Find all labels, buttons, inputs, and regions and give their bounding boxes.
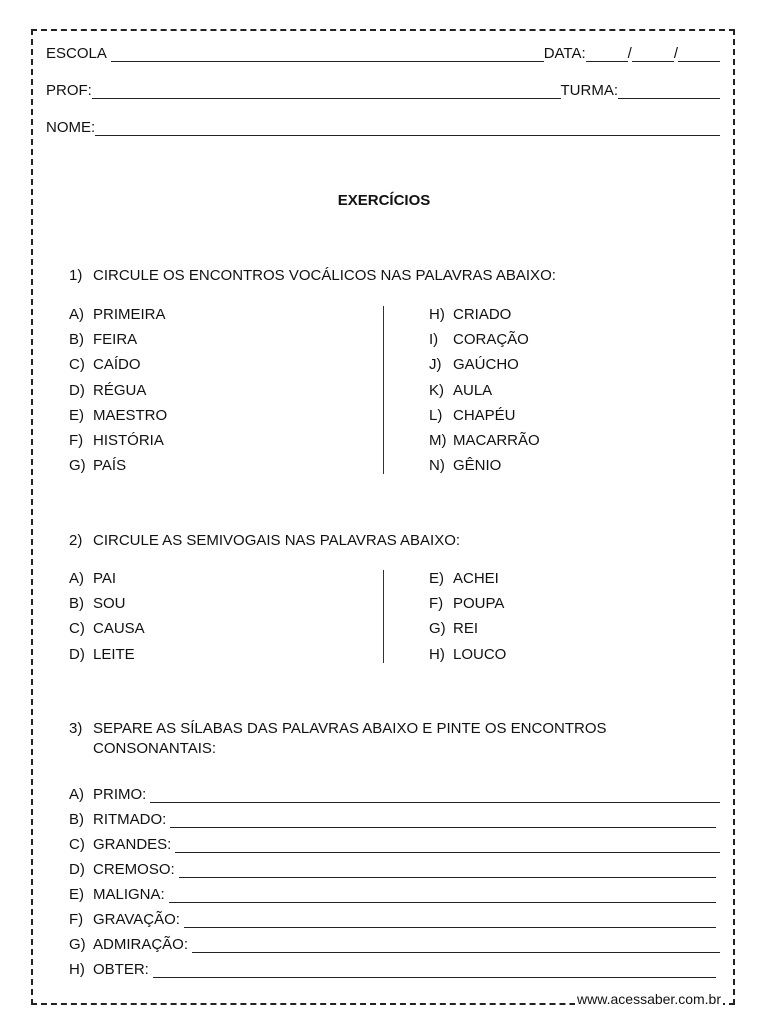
syllable-item: E) MALIGNA:	[69, 883, 716, 903]
list-item: G) PAÍS	[69, 457, 127, 475]
escola-label: ESCOLA	[46, 45, 107, 62]
syllable-item: D) CREMOSO:	[69, 858, 716, 878]
question-number: 3)	[69, 720, 83, 737]
page-title: EXERCÍCIOS	[337, 192, 431, 209]
list-item: G) REI	[429, 620, 479, 638]
q2-right-column	[429, 569, 506, 670]
answer-line[interactable]	[179, 862, 716, 878]
answer-line[interactable]	[192, 937, 720, 953]
syllable-item: G) ADMIRAÇÃO:	[69, 933, 720, 953]
turma-field[interactable]	[618, 83, 720, 99]
turma-label: TURMA:	[560, 82, 618, 99]
q2-left-column	[69, 569, 145, 670]
list-item: A) PRIMEIRA	[69, 306, 166, 323]
nome-field[interactable]	[95, 120, 720, 136]
list-item: E) ACHEI	[429, 570, 499, 587]
answer-line[interactable]	[150, 787, 720, 803]
list-item: F) HISTÓRIA	[69, 431, 164, 449]
question-text: CIRCULE OS ENCONTROS VOCÁLICOS NAS PALAVRAS ABAIXO:	[93, 267, 556, 284]
syllable-item: C) GRANDES:	[69, 833, 720, 853]
list-item: F) POUPA	[429, 595, 505, 613]
answer-line[interactable]	[175, 837, 720, 853]
question-3	[69, 719, 653, 759]
prof-label: PROF:	[46, 82, 92, 99]
answer-line[interactable]	[153, 962, 716, 978]
list-item: D) RÉGUA	[69, 381, 147, 399]
syllable-item: B) RITMADO:	[69, 808, 716, 828]
date-separator: /	[627, 45, 632, 62]
prof-field[interactable]	[92, 83, 561, 99]
q1-left-column	[69, 305, 167, 481]
answer-line[interactable]	[169, 887, 716, 903]
date-month-field[interactable]	[632, 46, 674, 62]
column-divider	[383, 306, 384, 474]
list-item: M) MACARRÃO	[429, 431, 540, 449]
nome-row	[46, 116, 720, 136]
list-item: L) CHAPÉU	[429, 406, 516, 424]
date-separator: /	[673, 45, 678, 62]
escola-row	[46, 42, 720, 62]
answer-line[interactable]	[184, 912, 716, 928]
date-year-field[interactable]	[678, 46, 720, 62]
list-item: C) CAÍDO	[69, 356, 141, 374]
escola-field[interactable]	[111, 46, 544, 62]
list-item: K) AULA	[429, 381, 493, 399]
date-day-field[interactable]	[586, 46, 628, 62]
question-2	[69, 531, 653, 551]
question-number: 1)	[69, 267, 83, 284]
footer-website: www.acessaber.com.br	[577, 991, 721, 1007]
syllable-item: H) OBTER:	[69, 958, 716, 978]
prof-row	[46, 79, 720, 99]
column-divider	[383, 570, 384, 663]
question-1	[69, 266, 653, 286]
question-number: 2)	[69, 532, 83, 549]
list-item: H) LOUCO	[429, 645, 507, 663]
list-item: A) PAI	[69, 570, 117, 587]
syllable-item: F) GRAVAÇÃO:	[69, 908, 716, 928]
list-item: C) CAUSA	[69, 620, 145, 638]
question-text: CIRCULE AS SEMIVOGAIS NAS PALAVRAS ABAIXO:	[93, 532, 461, 549]
list-item: N) GÊNIO	[429, 457, 502, 475]
data-label: DATA:	[543, 45, 586, 62]
list-item: D) LEITE	[69, 645, 135, 663]
list-item: B) FEIRA	[69, 331, 138, 349]
list-item: H) CRIADO	[429, 306, 512, 323]
q1-right-column	[429, 305, 540, 481]
answer-line[interactable]	[170, 812, 716, 828]
list-item: E) MAESTRO	[69, 406, 168, 424]
list-item: B) SOU	[69, 595, 126, 613]
nome-label: NOME:	[46, 119, 96, 136]
question-text: SEPARE AS SÍLABAS DAS PALAVRAS ABAIXO E PINTE OS ENCONTROS CONSONANTAIS:	[93, 720, 607, 757]
list-item: I) CORAÇÃO	[429, 331, 529, 349]
syllable-item: A) PRIMO:	[69, 783, 720, 803]
list-item: J) GAÚCHO	[429, 356, 519, 374]
